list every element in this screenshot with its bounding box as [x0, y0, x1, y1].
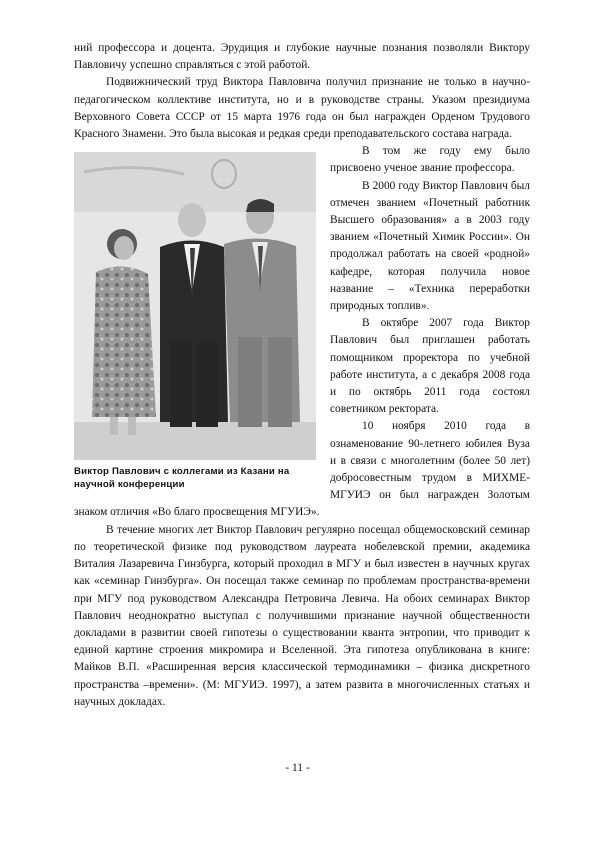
paragraph-2: Подвижнический труд Виктора Павловича получил признание не только в научно-педагогическом коллективе института, но и в руководстве страны. Указом президиума Верховного Совета СССР от 15 марта 1976 года он был награжден Орденом Трудового Красного Знамени. Это была высокая и редкая среди преподавательского состава награда. [74, 76, 530, 141]
paragraph-4: В 2000 году Виктор Павлович был отмечен званием «Почетный работник Высшего образования» а в 2003 году званием «Почетный Химик России». Он продолжал работать на своей «родной» кафедре, которая получила новое название – «Техника переработки природных топлив». [330, 179, 530, 313]
page-content [74, 40, 530, 711]
paragraph-6: 10 ноября 2010 года в ознаменование 90-летнего юбилея Вуза и в связи с многолетним (более 50 лет) добросовестным трудом в МИХМЕ-МГУИЭ он был награжден Золотым знаком отличия «Во благо просвещения МГУИЭ». [74, 420, 530, 519]
paragraph-5: В октябре 2007 года Виктор Павлович был приглашен работать помощником проректора по учебной работе института, а с декабря 2008 года и по октябрь 2011 года состоял советником ректората. [330, 317, 530, 416]
photo-caption: Виктор Павлович с коллегами из Казани на научной конференции [74, 466, 290, 490]
photo-illustration [74, 152, 316, 460]
paragraph-3: В том же году ему было присвоено ученое звание профессора. [330, 145, 530, 175]
paragraph-1: ний профессора и доцента. Эрудиция и глубокие научные познания позволяли Виктору Павловичу успешно справляться с этой работой. [74, 42, 530, 72]
paragraph-7: В течение многих лет Виктор Павлович регулярно посещал общемосковский семинар по теоретической физике под руководством лауреата нобелевской премии, академика Виталия Лазаревича Гинзбурга, который проходил в МГУ и был известен в научных кругах как «семинар Гинзбурга». Он посещал также семинар по проблемам пространства-времени при МГУ под руководством Александра Петровича Левича. На обоих семинарах Виктор Павлович неоднократно выступал с получившими признание научной общественности докладами в развитии своей гипотезы о существовании кванта энтропии, что приводит к единой картине строения микромира и Вселенной. Эта гипотеза опубликована в книге: Майков В.П. «Расширенная версия классической термодинамики – физика дискретного пространства –времени». (М: МГУИЭ. 1997), а затем развита в многочисленных статьях и научных докладах. [74, 523, 530, 708]
page-number: - 11 - [285, 762, 310, 774]
photo-figure [74, 152, 316, 491]
group-photo [74, 152, 316, 460]
